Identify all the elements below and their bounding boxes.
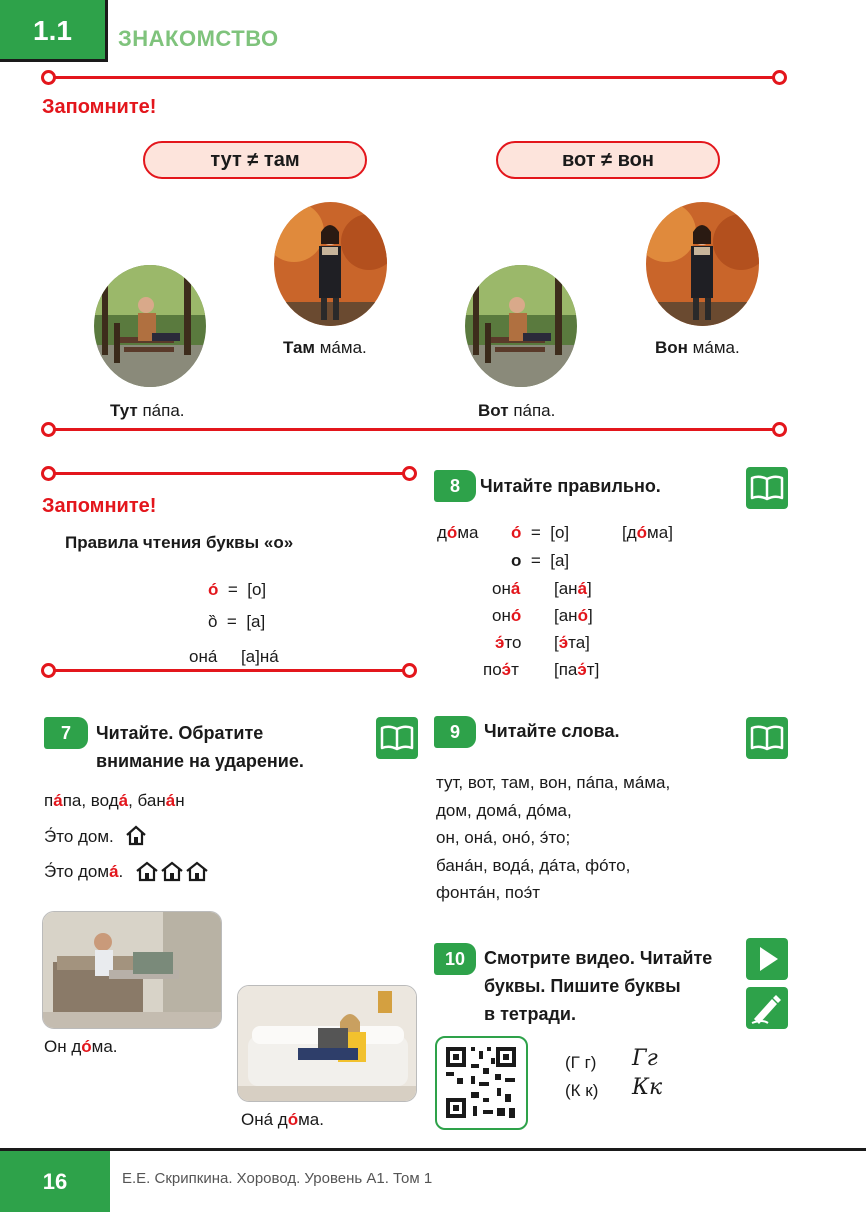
divider — [48, 76, 780, 79]
ex8-row: дóма — [437, 523, 479, 542]
remember-title: Запомните! — [42, 495, 157, 517]
mom-photo — [274, 202, 387, 326]
exercise-title: Читайте. Обратите внимание на ударение. — [96, 723, 304, 771]
letter-script: Гг — [632, 1046, 658, 1071]
house-icon — [125, 824, 147, 851]
letter-print: (Г г) — [565, 1053, 597, 1072]
caption: Вот пáпа. — [478, 401, 556, 420]
photo-caption: Он дóма. — [44, 1037, 118, 1056]
divider — [48, 428, 780, 431]
play-video-icon[interactable] — [746, 938, 788, 980]
divider — [48, 669, 410, 672]
section-title: ЗНАКОМСТВО — [118, 26, 279, 51]
book-icon[interactable] — [746, 717, 788, 759]
man-on-sofa-photo — [42, 911, 222, 1029]
write-hand-icon[interactable] — [746, 987, 788, 1029]
rule-line: ȍ = [а] — [208, 612, 266, 631]
exercise-title: Читайте слова. — [484, 721, 620, 741]
divider — [48, 472, 410, 475]
book-icon[interactable] — [376, 717, 418, 759]
footer-rule — [110, 1148, 866, 1151]
ex8-row: ó = [о] — [511, 523, 570, 542]
letter-print: (К к) — [565, 1081, 599, 1100]
footer-text: Е.Е. Скрипкина. Хоровод. Уровень А1. Том 1 — [122, 1170, 433, 1187]
ex8-row: онá — [492, 579, 521, 598]
exercise-title: Читайте правильно. — [480, 476, 661, 496]
exercise-number: 9 — [434, 716, 476, 748]
ex7-line: пáпа, водá, банáн — [44, 791, 185, 810]
houses-icon — [136, 860, 210, 882]
ex8-row: онó — [492, 606, 522, 625]
section-number: 1.1 — [0, 0, 108, 62]
exercise-number: 10 — [434, 943, 476, 975]
mom-photo — [646, 202, 759, 326]
ex8-row: поэ́т — [483, 660, 519, 679]
ex8-row: о = [а] — [511, 551, 570, 570]
rule-subtitle: Правила чтения буквы «о» — [65, 533, 294, 552]
rule-line: онá [а]нá — [189, 647, 279, 666]
letter-script: Кк — [632, 1075, 663, 1100]
caption: Там мáма. — [283, 338, 367, 357]
exercise-title: Смотрите видео. Читайте буквы. Пишите буквы в тетради. — [484, 948, 713, 1024]
exercise-number: 8 — [434, 470, 476, 502]
ex8-row: [э́та] — [554, 633, 590, 652]
page-number: 16 — [0, 1148, 110, 1212]
caption: Вон мáма. — [655, 338, 740, 357]
ex9-word-list: тут, вот, там, вон, пáпа, мáма, дом, домá, дóма, он, онá, онó, э́то; банáн, водá, дáта, фóто, фонтáн, поэ́т — [436, 773, 671, 902]
ex8-row: [анá] — [554, 579, 592, 598]
woman-on-sofa-photo — [237, 985, 417, 1102]
book-icon[interactable] — [746, 467, 788, 509]
dad-photo — [465, 265, 577, 387]
caption: Тут пáпа. — [110, 401, 185, 420]
dad-photo — [94, 265, 206, 387]
ex8-row: э́то — [495, 633, 522, 652]
remember-title: Запомните! — [42, 96, 157, 118]
ex7-line: Э́то дом. — [44, 827, 114, 846]
ex8-row: [анó] — [554, 606, 593, 625]
ex8-row: [дóма] — [622, 523, 673, 542]
rule-pill: тут ≠ там — [143, 141, 367, 179]
ex8-row: [паэ́т] — [554, 660, 600, 679]
rule-line: ó = [о] — [208, 580, 267, 599]
ex7-line: Э́то домá. — [44, 862, 124, 881]
rule-pill: вот ≠ вон — [496, 141, 720, 179]
qr-code[interactable] — [435, 1036, 528, 1130]
exercise-number: 7 — [44, 717, 88, 749]
photo-caption: Онá дóма. — [241, 1110, 324, 1129]
